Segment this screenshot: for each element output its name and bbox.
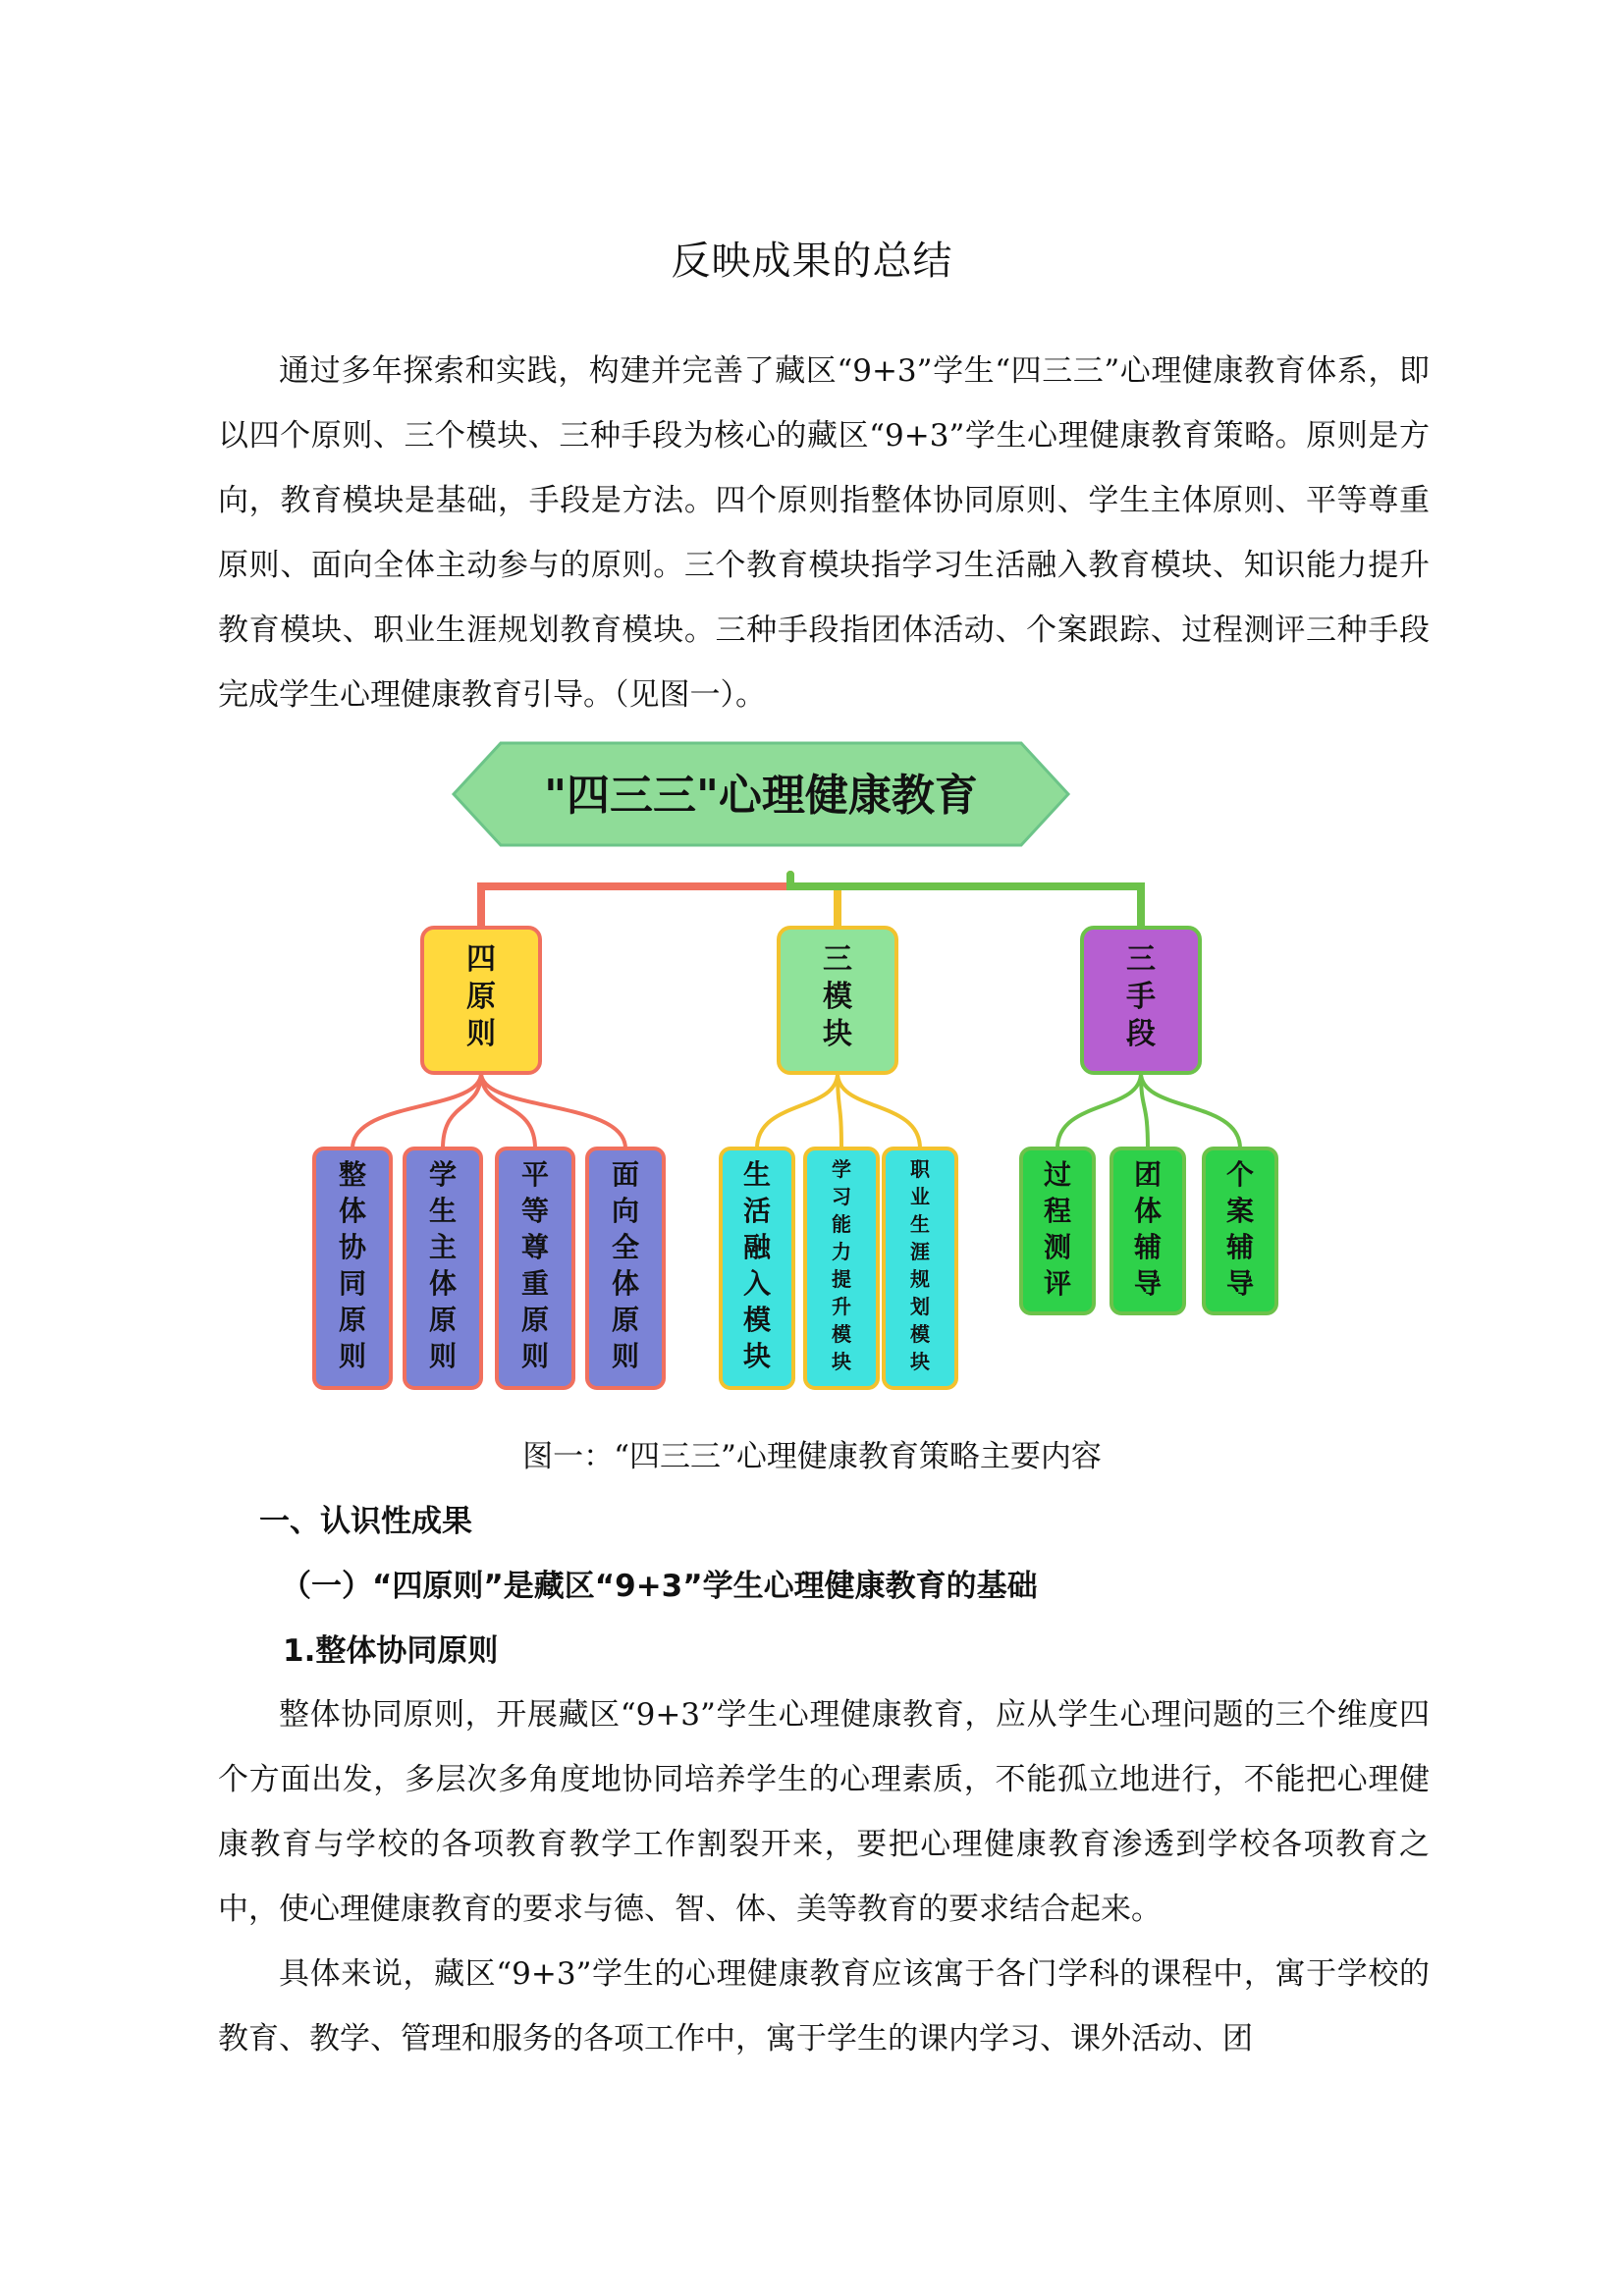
leaf-label: 过程测评: [1043, 1158, 1072, 1300]
leaf-label: 平等尊重原则: [520, 1158, 550, 1372]
connector-principles-leaf: [352, 1073, 481, 1148]
top-banner-label: "四三三"心理健康教育: [544, 771, 978, 821]
diagram-branches: [314, 928, 1276, 1388]
branch-means: [1021, 928, 1276, 1313]
leaf-label: 团体辅导: [1133, 1158, 1163, 1300]
leaf-label: 学习能力提升模块: [832, 1157, 851, 1373]
intro-paragraph: 通过多年探索和实践，构建并完善了藏区“9+3”学生“四三三”心理健康教育体系，即以四个原则、三个模块、三种手段为核心的藏区“9+3”学生心理健康教育策略。原则是方向，教育模块是基础，手段是方法。四个原则指整体协同原则、学生主体原则、平等尊重原则、面向全体主动参与的原则。三个教育模块指学习生活融入教育模块、知识能力提升教育模块、职业生涯规划教育模块。三种手段指团体活动、个案跟踪、过程测评三种手段完成学生心理健康教育引导。（见图一）。: [218, 353, 1430, 713]
branch-modules: [721, 928, 956, 1388]
leaf-label: 整体协同原则: [338, 1158, 367, 1372]
leaf-label: 生活融入模块: [742, 1158, 772, 1372]
leaf-label: 职业生涯规划模块: [910, 1157, 930, 1373]
leaf-label: 面向全体原则: [611, 1158, 640, 1372]
connector-right: [790, 875, 1141, 930]
figure-caption: 图一：“四三三”心理健康教育策略主要内容: [522, 1439, 1102, 1474]
category-label-means: 三手段: [1126, 942, 1156, 1051]
section-heading: 一、认识性成果: [259, 1504, 472, 1539]
category-label-modules: 三模块: [823, 942, 852, 1051]
category-label-principles: 四原则: [466, 942, 496, 1051]
connector-left: [481, 875, 790, 930]
connector-principles-leaf: [481, 1073, 625, 1148]
branch-principles: [314, 928, 664, 1388]
diagram-connectors: [481, 875, 1141, 930]
connector-means-leaf: [1057, 1073, 1141, 1148]
page-title: 反映成果的总结: [671, 239, 953, 284]
subsection-heading: （一）“四原则”是藏区“9+3”学生心理健康教育的基础: [281, 1569, 1038, 1604]
leaf-label: 学生主体原则: [428, 1158, 458, 1372]
connector-principles-leaf: [481, 1073, 535, 1148]
connector-means-leaf: [1141, 1073, 1240, 1148]
connector-modules-leaf: [838, 1073, 920, 1148]
paragraph-specifics: 具体来说，藏区“9+3”学生的心理健康教育应该寓于各门学科的课程中，寓于学校的教育、教学、管理和服务的各项工作中，寓于学生的课内学习、课外活动、团: [218, 1956, 1430, 2056]
connector-modules-leaf: [757, 1073, 838, 1148]
leaf-label: 个案辅导: [1225, 1158, 1255, 1300]
strategy-diagram: [338, 731, 1255, 1399]
item-heading: 1.整体协同原则: [283, 1633, 499, 1669]
paragraph-overall-coordination: 整体协同原则，开展藏区“9+3”学生心理健康教育，应从学生心理问题的三个维度四个方面出发，多层次多角度地协同培养学生的心理素质，不能孤立地进行，不能把心理健康教育与学校的各项教育教学工作割裂开来，要把心理健康教育渗透到学校各项教育之中，使心理健康教育的要求与德、智、体、美等教育的要求结合起来。: [218, 1697, 1430, 1927]
